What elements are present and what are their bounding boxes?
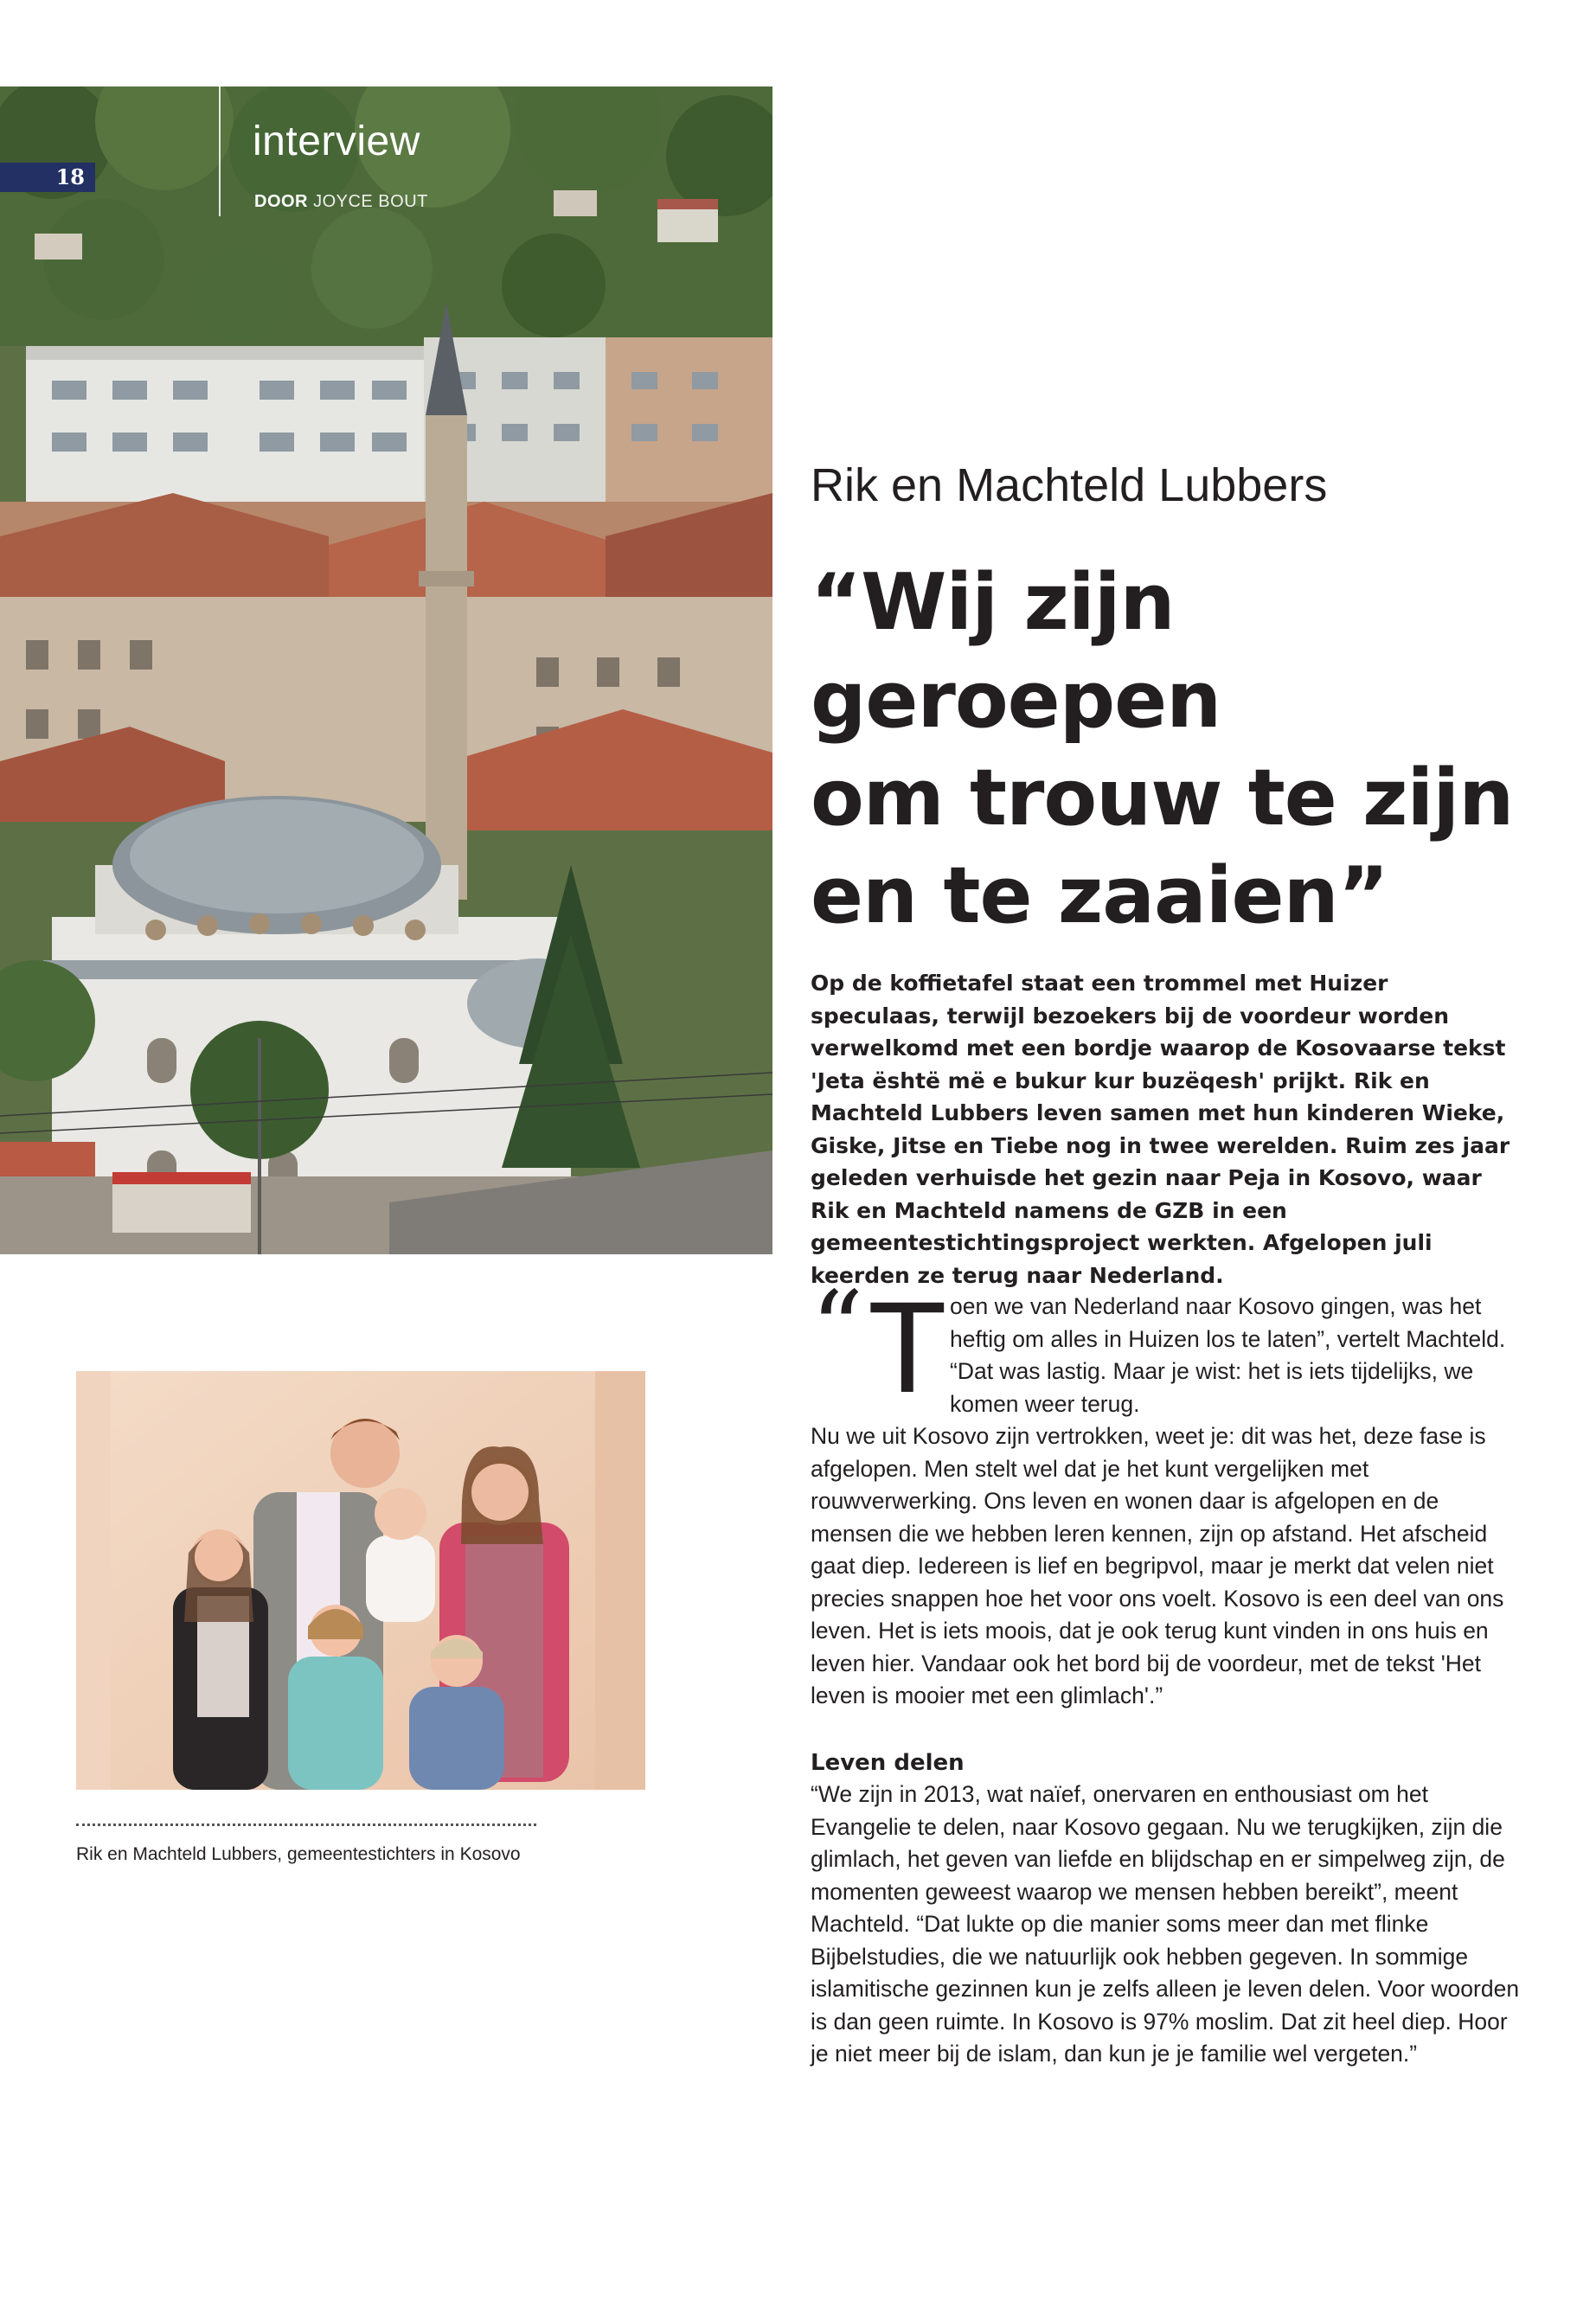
family-photo-illustration bbox=[76, 1371, 645, 1790]
article-kicker: Rik en Machteld Lubbers bbox=[811, 459, 1328, 511]
opening-quote-mark: “ bbox=[811, 1270, 864, 1390]
byline bbox=[254, 192, 428, 212]
body-paragraph-1: Nu we uit Kosovo zijn vertrokken, weet je: dit was het, deze fase is afgelopen. Men stelt wel dat je het kunt vergelijken met rouwverwerking. Ons leven en wonen daar is afgelopen en de mensen die we hebben leren kennen, zijn op afstand. Het afscheid gaat diep. Iedereen is lief en begripvol, maar je merkt dat velen niet precies snappen hoe het voor ons voelt. Kosovo is een deel van ons leven. Het is iets moois, dat je ook terug kunt vinden in ons huis en leven hier. Vandaar ook het bord bij de voordeur, met de tekst 'Het leven is mooier met een glimlach'.” bbox=[811, 1423, 1504, 1708]
article-headline bbox=[811, 554, 1572, 945]
photo-caption: Rik en Machteld Lubbers, gemeentestichters in Kosovo bbox=[76, 1844, 521, 1864]
caption-divider bbox=[76, 1823, 536, 1826]
hero-photo-illustration bbox=[0, 87, 772, 1254]
body-paragraph-2: “We zijn in 2013, wat naïef, onervaren en enthousiast om het Evangelie te delen, naar Kosovo gegaan. Nu we terugkijken, zijn die glimlach, het geven van liefde en blijdschap en er simpelweg zijn, de momenten geweest waarop we mensen hebben bereikt”, meent Machteld. “Dat lukte op die manier soms meer dan met flinke Bijbelstudies, die we natuurlijk ook hebben gegeven. In sommige islamitische gezinnen kun je zelfs alleen je leven delen. Voor woorden is dan geen ruimte. In Kosovo is 97% moslim. Dat zit heel diep. Hoor je niet meer bij de islam, dan kun je je familie wel vergeten.” bbox=[811, 1781, 1520, 2067]
page-number: 18 bbox=[0, 163, 95, 192]
article-intro: Op de koffietafel staat een trommel met Huizer speculaas, terwijl bezoekers bij de voordeur worden verwelkomd met een bordje waarop de Kosovaarse tekst 'Jeta është më e bukur kur buzëqesh' prijkt. Rik en Machteld Lubbers leven samen met hun kinderen Wieke, Giske, Jitse en Tiebe nog in twee werelden. Ruim zes jaar geleden verhuisde het gezin naar Peja in Kosovo, waar Rik en Machteld namens de GZB in een gemeentestichtingsproject werkten. Afgelopen juli keerden ze terug naar Nederland. bbox=[811, 971, 1510, 1288]
headline-line: “Wij zijn geroepen bbox=[811, 557, 1221, 746]
headline-line: en te zaaien” bbox=[811, 850, 1388, 941]
headline-line: om trouw te zijn bbox=[811, 753, 1514, 843]
dropcap: T bbox=[868, 1274, 947, 1420]
rubric-divider bbox=[219, 87, 221, 216]
byline-prefix: DOOR bbox=[254, 192, 308, 211]
body-paragraph-1-lead: oen we van Nederland naar Kosovo gingen, was het heftig om alles in Huizen los te laten”, vertelt Machteld. “Dat was lastig. Maar je wist: het is iets tijdelijks, we komen weer terug. bbox=[950, 1293, 1506, 1417]
rubric-title: interview bbox=[253, 119, 420, 164]
family-photo bbox=[76, 1371, 645, 1790]
byline-author: JOYCE BOUT bbox=[313, 192, 428, 211]
hero-photo-peja-mosque bbox=[0, 87, 772, 1254]
section-heading: Leven delen bbox=[811, 1750, 965, 1776]
